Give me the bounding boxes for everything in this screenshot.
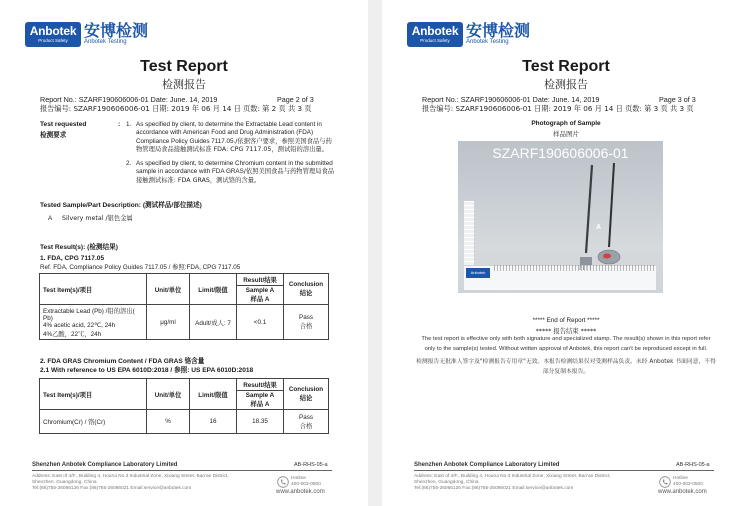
section-1-ref: Ref. FDA, Compliance Policy Guides 7117.05 / 参照:FDA, CPG 7117.05 [40, 264, 241, 271]
results-table-lead [39, 273, 329, 340]
sample-a-label: Sample A [245, 392, 275, 399]
end-of-report-cn: ***** 报告结束 ***** [535, 328, 597, 335]
footer-lab-name: Shenzhen Anbotek Compliance Laboratory Limited [414, 462, 560, 468]
cell-result: <0.1 [237, 305, 284, 340]
request-1-number: 1. [126, 121, 132, 128]
item-line-1: Extractable Lead (Pb) /铅的溶出( Pb) [43, 308, 135, 322]
results-heading: Test Result(s): (检测结果) [40, 244, 118, 251]
col-limit: Limit/限值 [190, 379, 237, 410]
phone-icon [277, 476, 289, 488]
col-test-item: Test Item(s)/项目 [40, 379, 147, 410]
test-requested-label-cn: 检测要求 [40, 131, 67, 139]
col-test-item: Test Item(s)/项目 [40, 274, 147, 305]
conclusion-label-cn: 结论 [299, 395, 313, 402]
sample-a-label: Sample A [245, 287, 275, 294]
page-subtitle: 检测报告 [162, 78, 206, 91]
table-row [40, 305, 329, 340]
section-1-title: 1. FDA, CPG 7117.05 [40, 255, 105, 262]
conclusion-value: Pass [299, 413, 313, 421]
address-line-1: Address: East of 4/F., Building 4, Hourui No.3 Industrial Zone, Xixiang Street, Bao'an District, [32, 474, 229, 479]
logo-badge [25, 22, 81, 47]
request-2-number: 2. [126, 160, 132, 167]
hotline-number: 400-003-0500 [673, 482, 703, 487]
col-result: Result/结果 [237, 379, 284, 391]
request-2-text [136, 160, 336, 185]
cell-test-item [40, 305, 147, 340]
page-number: Page 3 of 3 [659, 95, 696, 104]
footer-form-code: AB-RHS-05-a [676, 462, 710, 468]
address-line-2: Shenzhen, Guangdong, China [414, 480, 479, 485]
logo-name: Anbotek [29, 24, 77, 38]
col-unit: Unit/单位 [147, 274, 190, 305]
conclusion-label: Conclusion [288, 386, 324, 393]
page-number: Page 2 of 3 [277, 95, 314, 104]
col-sample-a [237, 286, 284, 305]
cell-unit: μg/ml [147, 305, 190, 340]
photo-title: Photograph of Sample [531, 120, 601, 127]
test-requested-label: Test requested [40, 121, 87, 128]
address-line-3: Tel:(86)755-26066126 Fax:(86)755-26066021 Email:service@anbotek.com [32, 486, 192, 491]
footer-lab-name: Shenzhen Anbotek Compliance Laboratory Limited [32, 462, 178, 468]
validity-note-cn: 检测报告无批准人签字及"检测报告专用章"无效。本报告检测结果仅对受测样品负责。未经 Anbotek 书面同意，不得部分复制本报告。 [416, 359, 716, 375]
request-1-en: As specified by client, to determine the Extractable Lead content in accordance with American Food and Drug Administration (FDA) Compliance Policy Guides 7117.05. [136, 121, 322, 145]
page-gap [368, 0, 382, 506]
col-unit: Unit/单位 [147, 379, 190, 410]
logo-badge [407, 22, 463, 47]
sample-a-label-cn: 样品 A [250, 296, 270, 303]
request-1-cn: /依据客户要求，参照美国食品与药物管理局食品接触测试标准 FDA: CPG 7117.05，测试铅的溶出量。 [136, 137, 332, 154]
footer-form-code: AB-RHS-05-a [294, 462, 328, 468]
cell-unit: % [147, 410, 190, 434]
cell-limit: 16 [190, 410, 237, 434]
address-line-1: Address: East of 4/F., Building 4, Hourui No.3 Industrial Zone, Xixiang Street, Bao'an District, [414, 474, 611, 479]
photo-sample-id: SZARF190606006-01 [492, 145, 629, 161]
cell-test-item: Chromium(Cr) / 铬(Cr) [40, 410, 147, 434]
sample-description: Silvery metal /银色金属 [62, 215, 133, 222]
col-limit: Limit/限值 [190, 274, 237, 305]
logo-en: Anbotek Testing [466, 39, 509, 45]
sample-a-label-cn: 样品 A [250, 401, 270, 408]
hotline [291, 476, 321, 488]
request-2-cn: /依照美国食品与药物管理局食品接触测试标准: FDA GRAS，测试铬的含量。 [136, 168, 335, 184]
cell-conclusion [284, 410, 329, 434]
cell-limit: Adult/成人: 7 [190, 305, 237, 340]
col-conclusion [284, 274, 329, 305]
conclusion-value-cn: 合格 [299, 422, 313, 430]
page-title: Test Report [522, 58, 610, 75]
hotline [673, 476, 703, 488]
sample-letter: A [48, 215, 53, 222]
sample-heading: Tested Sample/Part Description: (测试样品/部位描述) [40, 202, 202, 209]
logo-en: Anbotek Testing [84, 39, 127, 45]
section-2-title: 2. FDA GRAS Chromium Content / FDA GRAS 铬含量 [40, 358, 205, 365]
conclusion-label: Conclusion [288, 281, 324, 288]
section-2-1-title: 2.1 With reference to US EPA 6010D:2018 / 参照: US EPA 6010D:2018 [40, 367, 254, 374]
logo-cn: 安博检测 [84, 21, 149, 40]
validity-note: The test report is effective only with both signature and specialized stamp. The result(s) shown in this report refer only to the sample(s) tested. Without written approval of Anbotek, this report can't be reproduced except in full. [421, 336, 711, 352]
conclusion-value: Pass [299, 314, 313, 321]
footer-address [414, 474, 654, 492]
table-row [40, 410, 329, 434]
footer-divider [414, 470, 714, 471]
anbotek-logo [407, 22, 530, 47]
photo-sample-marker: A [596, 224, 602, 231]
report-number-line: Report No.: SZARF190606006-01 Date: June. 14, 2019 [422, 95, 600, 104]
col-sample-a [237, 391, 284, 410]
address-line-3: Tel:(86)755-26066126 Fax:(86)755-26066021 Email:service@anbotek.com [414, 486, 574, 491]
hotline-label: Hotline [291, 476, 306, 481]
footer-address [32, 474, 272, 492]
conclusion-label-cn: 结论 [299, 290, 313, 297]
conclusion-value-cn: 合格 [299, 323, 313, 330]
sample-photo [458, 141, 663, 293]
item-line-3: 4%乙酸，22℃，24h [43, 331, 102, 338]
logo-cn: 安博检测 [466, 21, 531, 40]
footer-website[interactable]: www.anbotek.com [276, 489, 325, 495]
fork-spoon-image [518, 161, 628, 271]
cell-conclusion [284, 305, 329, 340]
col-result: Result/结果 [237, 274, 284, 286]
end-of-report: ***** End of Report ***** [532, 317, 600, 324]
footer-divider [32, 470, 332, 471]
photo-title-cn: 样品图片 [553, 130, 579, 138]
report-page-2 [0, 0, 368, 506]
ruler-brand: Anbotek [466, 268, 490, 278]
request-2-en: As specified by client, to determine Chromium content in the submitted sample in accordance with FDA GRAS [136, 160, 333, 176]
logo-name: Anbotek [411, 24, 459, 38]
logo-tagline: Product Safety [420, 38, 450, 43]
anbotek-logo [25, 22, 148, 47]
address-line-2: Shenzhen, Guangdong, China [32, 480, 97, 485]
footer-website[interactable]: www.anbotek.com [658, 489, 707, 495]
col-conclusion [284, 379, 329, 410]
phone-icon [659, 476, 671, 488]
item-line-2: 4% acetic acid, 22℃, 24h [43, 322, 116, 329]
page-title: Test Report [140, 58, 228, 75]
report-number-line: Report No.: SZARF190606006-01 Date: June. 14, 2019 [40, 95, 218, 104]
logo-tagline: Product Safety [38, 38, 68, 43]
page-subtitle: 检测报告 [544, 78, 588, 91]
report-number-line-cn: 报告编号: SZARF190606006-01 日期: 2019 年 06 月 14 日 页数: 第 2 页 共 3 页 [40, 104, 312, 113]
cell-result: 18.35 [237, 410, 284, 434]
report-number-line-cn: 报告编号: SZARF190606006-01 日期: 2019 年 06 月 14 日 页数: 第 3 页 共 3 页 [422, 104, 694, 113]
hotline-number: 400-003-0500 [291, 482, 321, 487]
hotline-label: Hotline [673, 476, 688, 481]
colon: : [118, 121, 121, 128]
request-1-text [136, 121, 336, 155]
results-table-chromium [39, 378, 329, 434]
